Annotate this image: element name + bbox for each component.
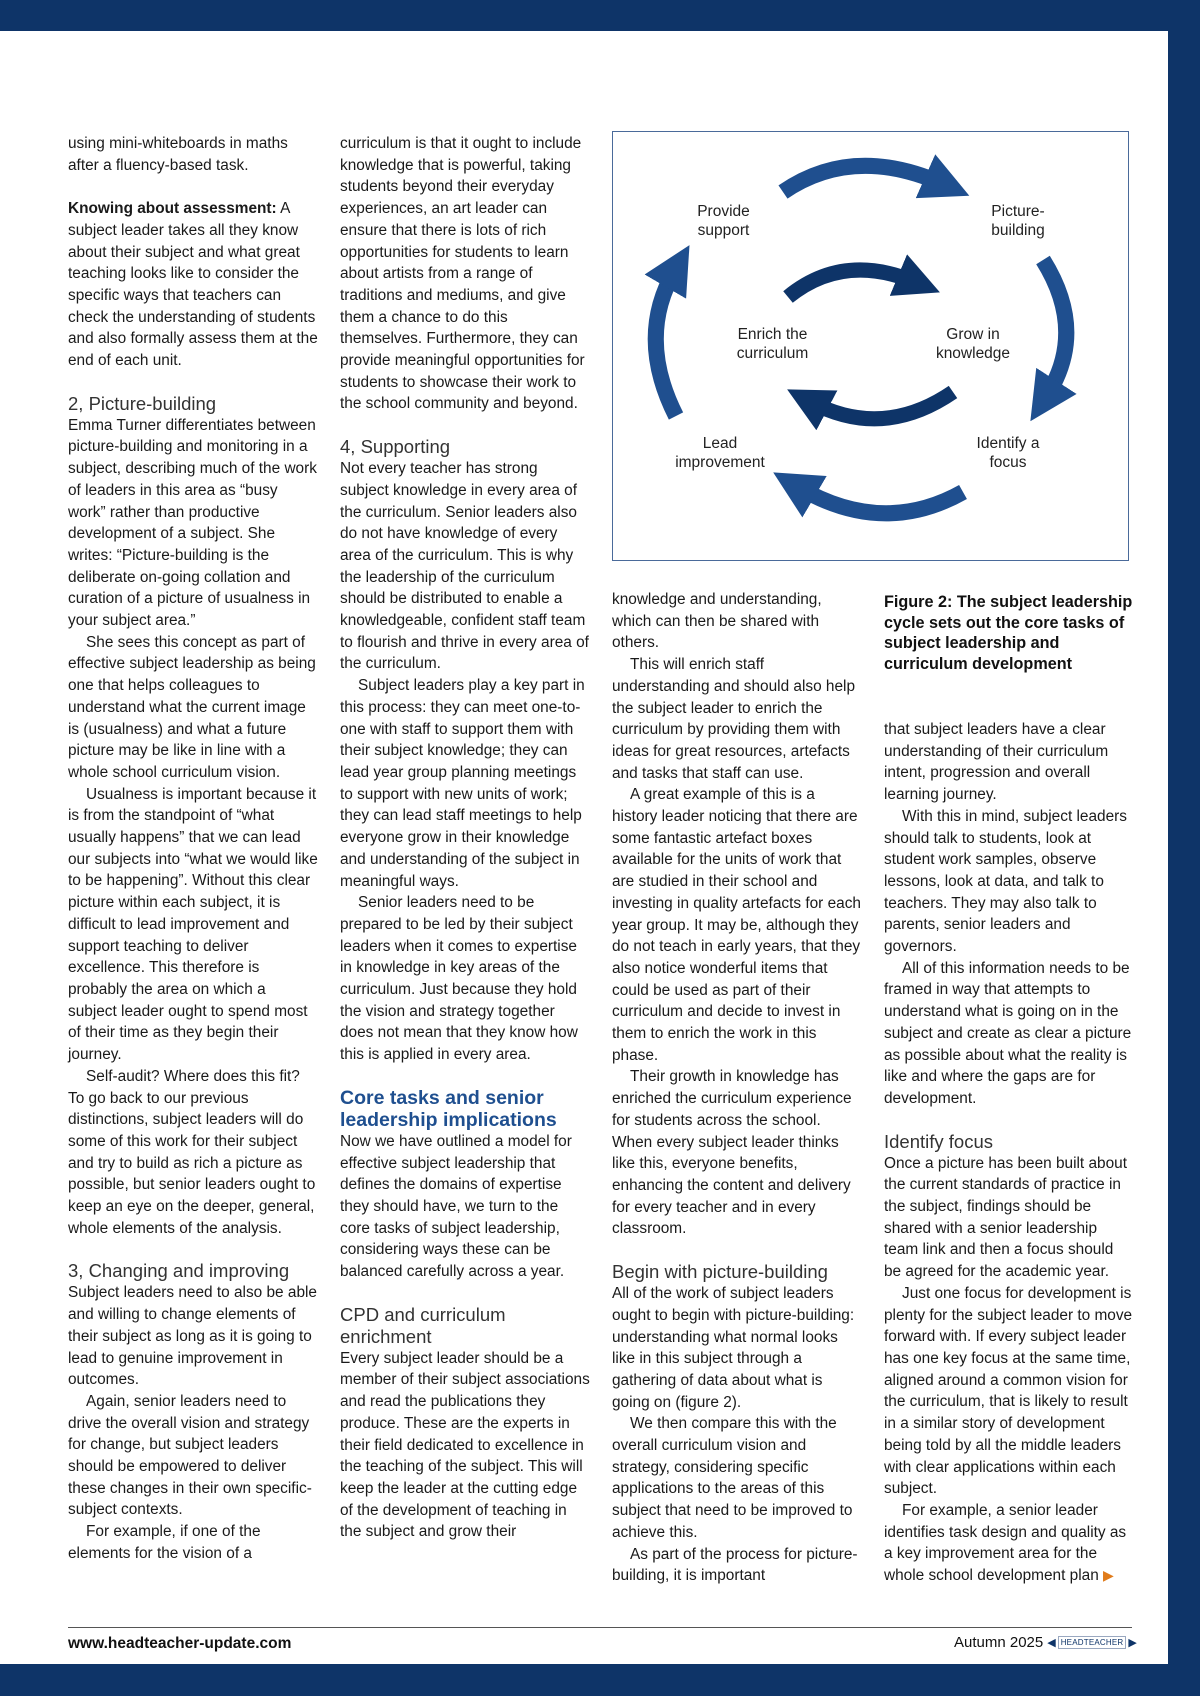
section-heading: Core tasks and senior leadership implications (340, 1086, 557, 1131)
paragraph: Subject leaders play a key part in this process: they can meet one-to-one with staff to support them with their subject knowledge; they can lead year group planning meetings to support with new units of work; they can lead staff meetings to help everyone grow in their knowledge and understanding of the subject in meaningful ways. (340, 677, 585, 890)
column-3 (612, 589, 862, 1587)
footer-issue (954, 1634, 1137, 1651)
section-heading: 4, Supporting (340, 436, 451, 458)
node-provide-support: Provide support (697, 203, 750, 239)
column-1 (68, 133, 318, 1565)
paragraph: Not every teacher has strong subject knowledge in every area of the curriculum. Senior leaders also do not have knowledge of every area of the curriculum. This is why the leadership of the curriculum should be distributed to enable a knowledgeable, confident staff team to flourish and thrive in every area of the curriculum. (340, 460, 589, 673)
paragraph (68, 198, 318, 372)
section-heading: CPD and curriculum enrichment (340, 1303, 506, 1347)
paragraph: Their growth in knowledge has enriched the curriculum experience for students across the school. When every subject leader thinks like this, everyone benefits, enhancing the content and delivery for every teacher and in every classroom. (612, 1068, 852, 1238)
paragraph: knowledge and understanding, which can then be shared with others. (612, 591, 822, 652)
node-identify-a-focus: Identify a focus (976, 435, 1040, 471)
inner-arrow-top (788, 270, 915, 297)
paragraph: Emma Turner differentiates between picture-building and monitoring in a subject, describing much of the work of leaders in this area as “busy work” rather than productive development of a subject. She writes: “Picture-building is the deliberate on-going collation and curation of a picture of usualness in your subject area.” (68, 416, 317, 630)
node-lead-improvement: Lead improvement (675, 435, 765, 471)
node-enrich-the-curriculum: Enrich the curriculum (736, 326, 809, 362)
cycle-diagram (613, 132, 1130, 562)
section-heading: 3, Changing and improving (68, 1260, 290, 1282)
issue-date: Autumn 2025 (954, 1634, 1044, 1651)
section-heading: 2, Picture-building (68, 392, 217, 414)
outer-arrow-right (1043, 260, 1066, 397)
paragraph: Every subject leader should be a member of their subject associations and read the publications they produce. These are the experts in their field dedicated to excellence in the teaching of the subject. This will keep the leader at the cutting edge of the development of teaching in the subject and grow their (340, 1349, 590, 1541)
page-border-right (1168, 0, 1200, 1696)
paragraph: She sees this concept as part of effective subject leadership as being one that helps colleagues to understand what the current image is (usualness) and what a future picture may be like in line with a whole school curriculum vision. (68, 633, 316, 781)
node-grow-in-knowledge: Grow in knowledge (935, 326, 1011, 362)
continue-arrow-icon: ▶ (1103, 1567, 1114, 1584)
inner-arrow-bottom (811, 392, 953, 419)
paragraph: With this in mind, subject leaders should talk to students, look at student work samples, observe lessons, look at data, and talk to teachers. They may also talk to parents, senior leaders and governors. (884, 807, 1127, 956)
paragraph: Once a picture has been built about the current standards of practice in the subject, findings should be shared with a senior leadership team link and then a focus should be agreed for the academic year. (884, 1154, 1127, 1281)
paragraph: that subject leaders have a clear understanding of their curriculum intent, progression and overall learning journey. (884, 721, 1109, 804)
page-border-bottom (0, 1664, 1200, 1696)
publication-logo (1047, 1636, 1137, 1649)
paragraph: All of this information needs to be framed in way that attempts to understand what is going on in the subject and create as clear a picture as possible about what the reality is like and where the gaps are for development. (884, 959, 1132, 1107)
node-picture-building: Picture-building (991, 203, 1045, 239)
paragraph: For example, if one of the elements for the vision of a (68, 1523, 261, 1562)
paragraph: A great example of this is a history leader noticing that there are some fantastic artefact boxes available for the units of work that are studied in their school and investing in quality artefacts for each year group. It may be, although they do not teach in early years, that they also notice wonderful items that could be used as part of their curriculum and decide to invest in them to enrich the work in this phase. (612, 786, 861, 1064)
figure-caption: Figure 2: The subject leadership cycle sets out the core tasks of subject leadership and curriculum development (884, 593, 1133, 673)
paragraph: This will enrich staff understanding and should also help the subject leader to enrich the curriculum by providing them with ideas for great resources, artefacts and tasks that staff can use. (612, 656, 856, 782)
paragraph: As part of the process for picture-building, it is important (612, 1545, 858, 1585)
triangle-right-icon: ▶ (1128, 1637, 1137, 1649)
column-2 (340, 133, 590, 1543)
paragraph: Senior leaders need to be prepared to be led by their subject leaders when it comes to expertise in knowledge in key areas of the curriculum. Just because they hold the vision and strategy together does not mean that they know how this is applied in every area. (340, 894, 578, 1064)
figure-subject-leadership-cycle (612, 131, 1129, 561)
paragraph: Usualness is important because it is from the standpoint of “what usually happens” that we can lead our subjects into “what we would like to be happening”. Without this clear picture within each subject, it is difficult to lead improvement and support teaching to deliver excellence. This therefore is probably the area on which a subject leader ought to spend most of their time as they begin their journey. (68, 785, 318, 1064)
paragraph: Now we have outlined a model for effective subject leadership that defines the domains of expertise they should have, we turn to the core tasks of subject leadership, considering ways these can be balanced carefully across a year. (340, 1132, 572, 1281)
column-4 (884, 719, 1134, 1587)
section-heading: Begin with picture-building (612, 1261, 828, 1283)
paragraph: All of the work of subject leaders ought to begin with picture-building: understanding what normal looks like in this subject through a gathering of data about what is going on (figure 2). (612, 1285, 855, 1411)
paragraph: curriculum is that it ought to include knowledge that is powerful, taking students beyond their everyday experiences, an art leader can ensure that there is lots of rich opportunities for students to learn about artists from a range of traditions and mediums, and give them a chance to do this themselves. Furthermore, they can provide meaningful opportunities for students to showcase their work to the school community and beyond. (340, 135, 585, 413)
page-border-top (0, 0, 1200, 31)
paragraph-text: For example, a senior leader identifies task design and quality as a key improvement area for the whole school development plan (884, 1501, 1127, 1585)
paragraph: Just one focus for development is plenty for the subject leader to move forward with. If every subject leader has one key focus at the same time, aligned around a common vision for the curriculum, that is likely to result in a similar story of development being told by all the middle leaders with clear applications within each subject. (884, 1284, 1133, 1498)
paragraph-text: A subject leader takes all they know about their subject and what great teaching looks like to consider the specific ways that teachers can check the understanding of students and also formally assess them at the end of each unit. (68, 200, 318, 370)
outer-arrow-top (783, 166, 943, 192)
paragraph: using mini-whiteboards in maths after a fluency-based task. (68, 135, 288, 174)
footer-divider (68, 1627, 1132, 1628)
logo-text: HEADTEACHER (1058, 1636, 1127, 1649)
section-heading: Identify focus (884, 1130, 994, 1152)
paragraph: We then compare this with the overall curriculum vision and strategy, considering specific applications to the areas of this subject that need to be improved to achieve this. (612, 1415, 853, 1541)
inline-heading: Knowing about assessment: (68, 200, 277, 218)
paragraph: Self-audit? Where does this fit? To go back to our previous distinctions, subject leaders will do some of this work for their subject and try to build as rich a picture as possible, but senior leaders ought to keep an eye on the deeper, general, whole elements of the analysis. (68, 1067, 316, 1237)
paragraph: Subject leaders need to also be able and willing to change elements of their subject as long as it is going to lead to genuine improvement in outcomes. (68, 1284, 317, 1389)
outer-arrow-bottom (798, 487, 963, 513)
paragraph: Again, senior leaders need to drive the overall vision and strategy for change, but subject leaders should be empowered to deliver these changes in their own specific-subject contexts. (68, 1392, 312, 1519)
paragraph (884, 1500, 1134, 1587)
outer-arrow-left (656, 270, 676, 416)
triangle-left-icon: ◀ (1047, 1637, 1056, 1649)
footer-website-url[interactable]: www.headteacher-update.com (68, 1635, 292, 1652)
